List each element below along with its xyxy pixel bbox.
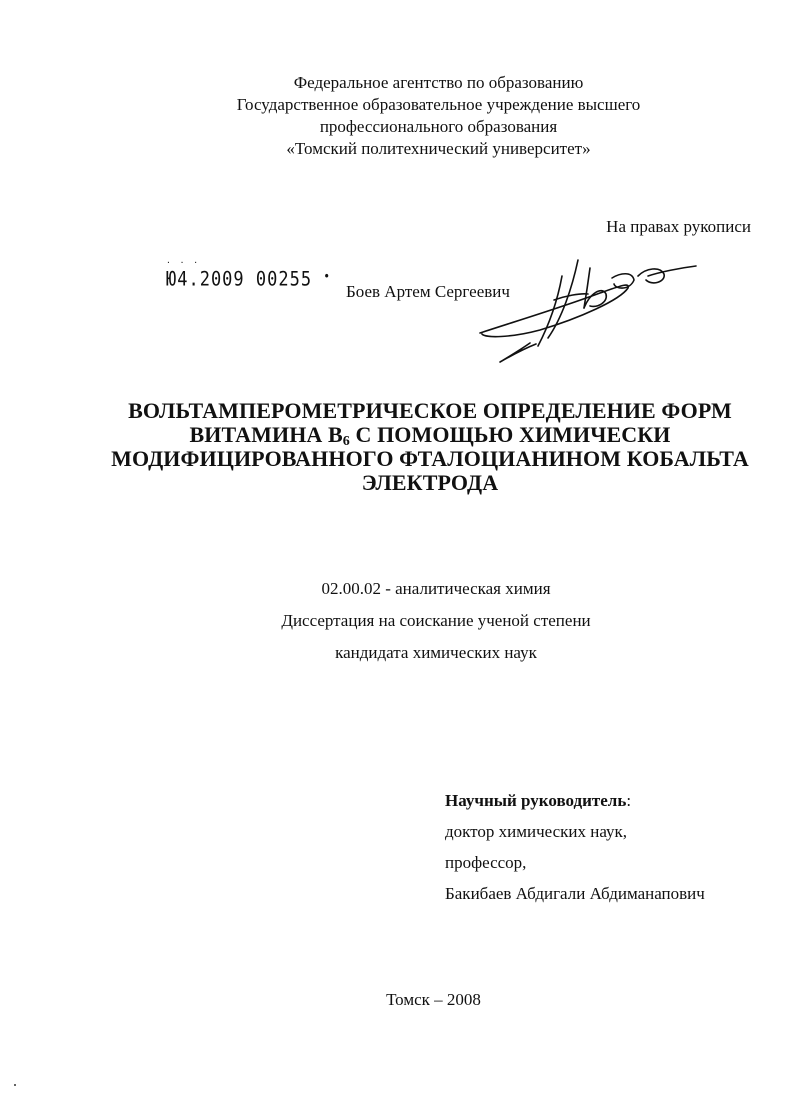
supervisor-heading [445,790,705,812]
header-line-university: «Томский политехнический университет» [286,139,591,158]
supervisor-label: Научный руководитель [445,791,627,810]
handwritten-signature [470,238,700,373]
supervisor-block [445,790,705,914]
manuscript-rights: На правах рукописи [606,217,751,236]
degree-line-2: кандидата химических наук [335,643,537,662]
specialty-block [0,578,797,664]
supervisor-colon: : [626,791,632,810]
city-year: Томск – 2008 [386,990,481,1009]
registration-stamp [166,268,331,291]
supervisor-rank: профессор, [445,853,527,872]
degree-line-1: Диссертация на соискание ученой степени [281,611,591,630]
stamp-number: Ю4.2009 00255 [166,268,313,291]
title-line-3: МОДИФИЦИРОВАННОГО ФТАЛОЦИАНИНОМ КОБАЛЬТА [111,446,749,471]
author-name: Боев Артем Сергеевич [346,282,510,301]
title-subscript: 6 [342,434,350,449]
supervisor-name: Бакибаев Абдигали Абдиманапович [445,884,705,903]
title-line-2-end: С ПОМОЩЬЮ ХИМИЧЕСКИ [349,422,671,447]
title-line-1: ВОЛЬТАМПЕРОМЕТРИЧЕСКОЕ ОПРЕДЕЛЕНИЕ ФОРМ [128,398,732,423]
header-line-education: профессионального образования [319,117,558,136]
institution-header [0,72,797,160]
specialty-code: 02.00.02 - аналитическая химия [321,579,551,598]
supervisor-degree: доктор химических наук, [445,822,628,841]
title-line-4: ЭЛЕКТРОДА [361,470,499,495]
header-line-institution: Государственное образовательное учреждение высшего [236,95,641,114]
stamp-marks: · · · [166,258,201,267]
dissertation-title [110,399,750,495]
header-line-agency: Федеральное агентство по образованию [293,73,584,92]
title-line-2 [110,423,750,447]
stamp-tail: • [323,269,331,285]
scan-speck [14,1084,16,1086]
title-line-2-start: ВИТАМИНА В [189,422,343,447]
